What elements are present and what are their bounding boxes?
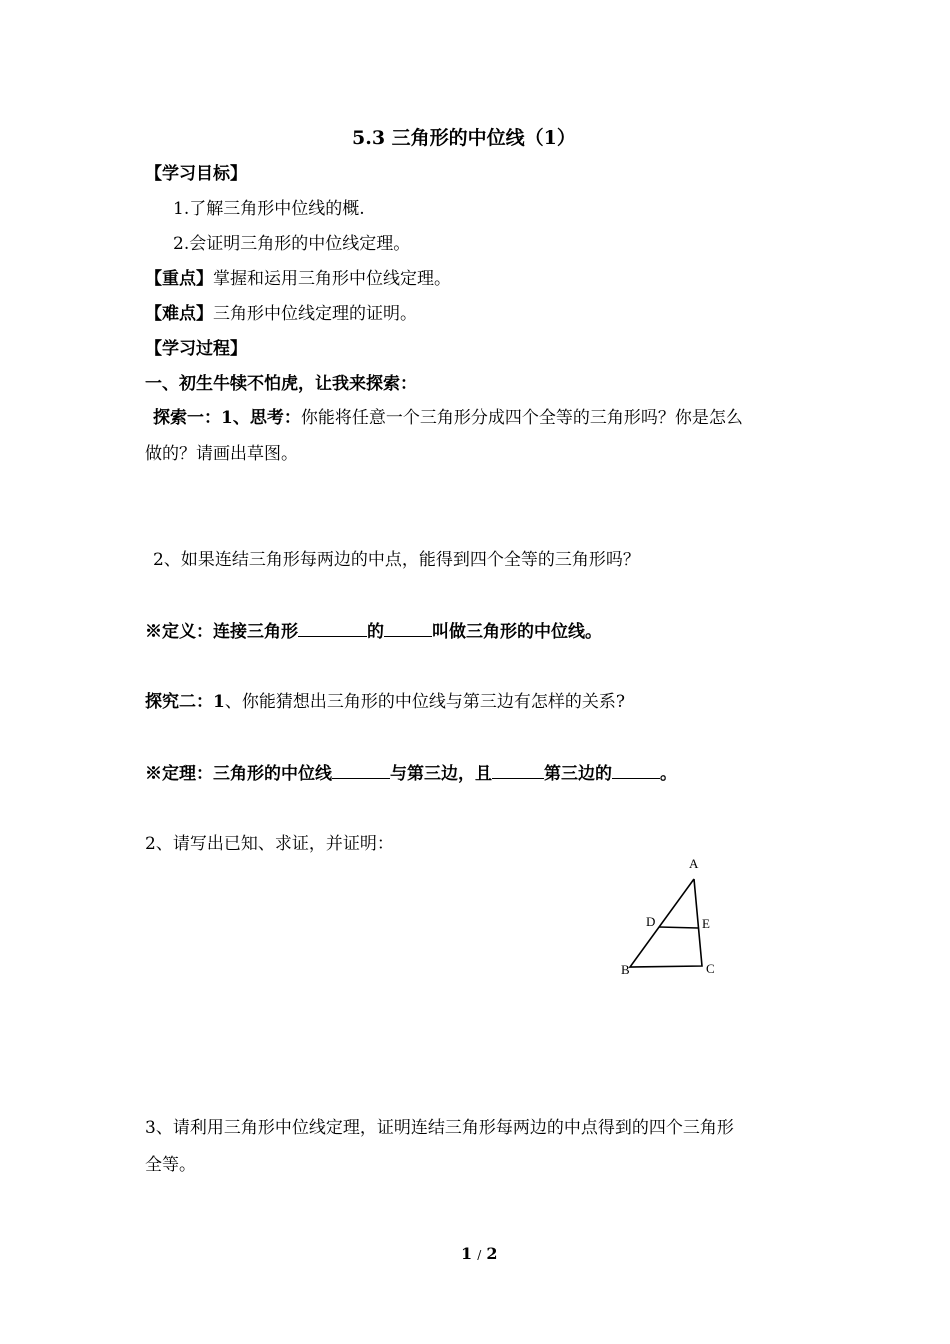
difficulty-text: 三角形中位线定理的证明。 <box>213 304 417 324</box>
page-current: 1 <box>461 1244 473 1263</box>
vertex-label-a: A <box>689 856 699 871</box>
process-header: 【学习过程】 <box>145 339 247 359</box>
midline-de <box>659 927 698 928</box>
explore-1-continued: 做的？请画出草图。 <box>145 444 298 464</box>
vertex-label-b: B <box>621 962 630 977</box>
explore-2-label: 探究二：1 <box>145 692 225 712</box>
page-number <box>461 1243 498 1266</box>
fill-blank-3[interactable] <box>332 762 390 779</box>
theorem-part-3: 第三边的 <box>544 764 612 784</box>
difficulty-point <box>145 303 417 325</box>
section-1-heading: 一、初生牛犊不怕虎，让我来探索： <box>145 374 417 394</box>
difficulty-label: 【难点】 <box>145 304 213 324</box>
vertex-label-d: D <box>646 914 656 929</box>
key-point <box>145 268 451 290</box>
fill-blank-1[interactable] <box>298 620 367 637</box>
question-3-continued: 全等。 <box>145 1155 196 1175</box>
fill-blank-4[interactable] <box>492 762 544 779</box>
vertex-label-c: C <box>706 961 715 976</box>
definition-part-2: 的 <box>367 622 384 642</box>
goal-item-1: 1.了解三角形中位线的概. <box>173 199 365 219</box>
goal-item-2: 2.会证明三角形的中位线定理。 <box>173 234 411 254</box>
triangle-figure <box>610 850 740 985</box>
question-3: 3、请利用三角形中位线定理，证明连结三角形每两边的中点得到的四个三角形 <box>145 1118 734 1138</box>
key-point-text: 掌握和运用三角形中位线定理。 <box>213 269 451 289</box>
page-total: 2 <box>486 1244 498 1263</box>
explore-1 <box>153 407 743 429</box>
question-2: 2、如果连结三角形每两边的中点，能得到四个全等的三角形吗？ <box>153 550 640 570</box>
theorem-part-2: 与第三边，且 <box>390 764 492 784</box>
explore-1-text: 你能将任意一个三角形分成四个全等的三角形吗？你是怎么 <box>300 408 743 428</box>
explore-1-label: 探索一：1、思考： <box>153 408 301 428</box>
fill-blank-5[interactable] <box>612 762 660 779</box>
key-point-label: 【重点】 <box>145 269 213 289</box>
page-title: 5.3 三角形的中位线（1） <box>352 127 576 149</box>
page-separator: / <box>477 1248 482 1262</box>
question-2b: 2、请写出已知、求证，并证明： <box>145 834 394 854</box>
definition-part-3: 叫做三角形的中位线。 <box>432 622 602 642</box>
theorem <box>145 762 677 785</box>
vertex-label-e: E <box>702 916 710 931</box>
definition <box>145 620 602 643</box>
goals-header: 【学习目标】 <box>145 164 247 184</box>
triangle-outline <box>630 879 702 967</box>
theorem-part-4: 。 <box>660 764 677 784</box>
explore-2 <box>145 691 625 713</box>
fill-blank-2[interactable] <box>384 620 432 637</box>
explore-2-text: 、你能猜想出三角形的中位线与第三边有怎样的关系? <box>224 692 625 712</box>
theorem-part-1: ※定理：三角形的中位线 <box>145 764 332 784</box>
definition-part-1: ※定义：连接三角形 <box>145 622 298 642</box>
